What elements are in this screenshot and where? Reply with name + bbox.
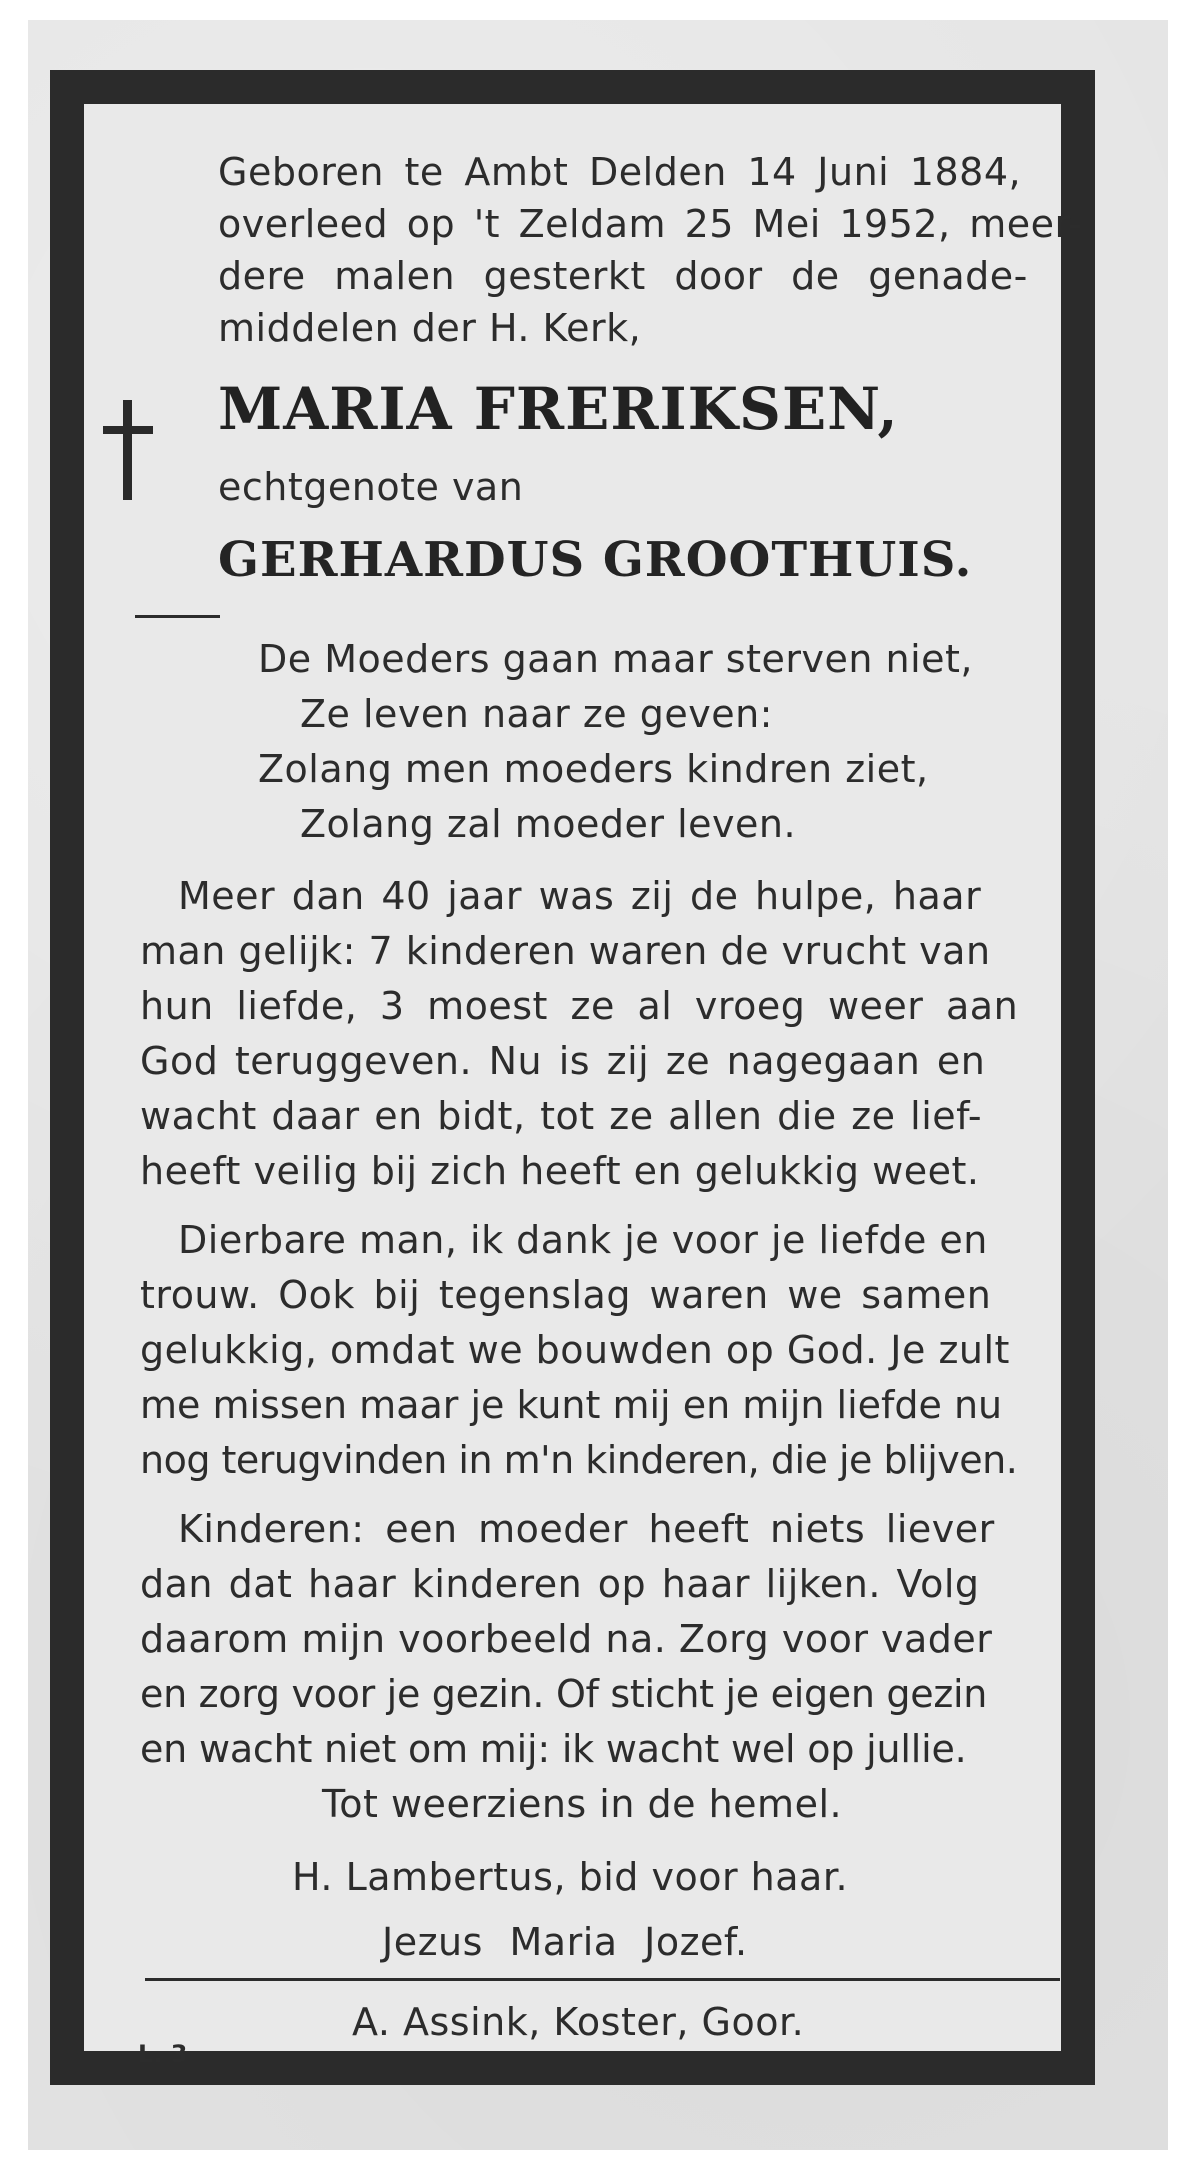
poem-line: Zolang men moeders kindren ziet,	[258, 747, 929, 791]
poem-line: De Moeders gaan maar sterven niet,	[258, 637, 974, 681]
paragraph-line: man gelijk: 7 kinderen waren de vrucht van	[140, 929, 991, 973]
divider	[135, 615, 220, 618]
intro-line: middelen der H. Kerk,	[218, 306, 642, 350]
spouse-label: echtgenote van	[218, 465, 524, 509]
paragraph-line: me missen maar je kunt mij en mijn liefde nu	[140, 1383, 1003, 1427]
paragraph-line: God teruggeven. Nu is zij ze nagegaan en	[140, 1039, 986, 1083]
prayer-line: H. Lambertus, bid voor haar.	[292, 1855, 849, 1899]
paragraph-line: hun liefde, 3 moest ze al vroeg weer aan	[140, 984, 1019, 1028]
intro-line: overleed op 't Zeldam 25 Mei 1952, meer-	[218, 202, 1083, 246]
paragraph-line: en wacht niet om mij: ik wacht wel op jullie.	[140, 1727, 967, 1771]
footer-divider	[145, 1978, 1060, 1981]
intro-line: Geboren te Ambt Delden 14 Juni 1884,	[218, 150, 1022, 194]
paragraph-line: wacht daar en bidt, tot ze allen die ze lief-	[140, 1094, 983, 1138]
printer-credit: A. Assink, Koster, Goor.	[352, 2000, 805, 2044]
intro-line: dere malen gesterkt door de genade-	[218, 254, 1028, 298]
paragraph-line: daarom mijn voorbeeld na. Zorg voor vader	[140, 1617, 993, 1661]
cross-icon	[103, 400, 153, 500]
paragraph-line: dan dat haar kinderen op haar lijken. Volg	[140, 1562, 980, 1606]
paragraph-line: trouw. Ook bij tegenslag waren we samen	[140, 1273, 992, 1317]
print-code: L. 3	[138, 2040, 188, 2068]
poem-line: Zolang zal moeder leven.	[300, 802, 797, 846]
spouse-name: GERHARDUS GROOTHUIS.	[218, 532, 973, 588]
prayer-line: Jezus Maria Jozef.	[382, 1920, 748, 1964]
paragraph-line: nog terugvinden in m'n kinderen, die je blijven.	[140, 1438, 1018, 1482]
paragraph-line: en zorg voor je gezin. Of sticht je eigen gezin	[140, 1672, 988, 1716]
deceased-name: MARIA FRERIKSEN,	[218, 375, 899, 443]
paragraph-line: Dierbare man, ik dank je voor je liefde en	[178, 1218, 988, 1262]
paragraph-line: Kinderen: een moeder heeft niets liever	[178, 1507, 995, 1551]
paragraph-line: Tot weerziens in de hemel.	[322, 1782, 843, 1826]
paragraph-line: heeft veilig bij zich heeft en gelukkig weet.	[140, 1149, 980, 1193]
poem-line: Ze leven naar ze geven:	[300, 692, 773, 736]
paragraph-line: gelukkig, omdat we bouwden op God. Je zult	[140, 1328, 1010, 1372]
paragraph-line: Meer dan 40 jaar was zij de hulpe, haar	[178, 874, 982, 918]
